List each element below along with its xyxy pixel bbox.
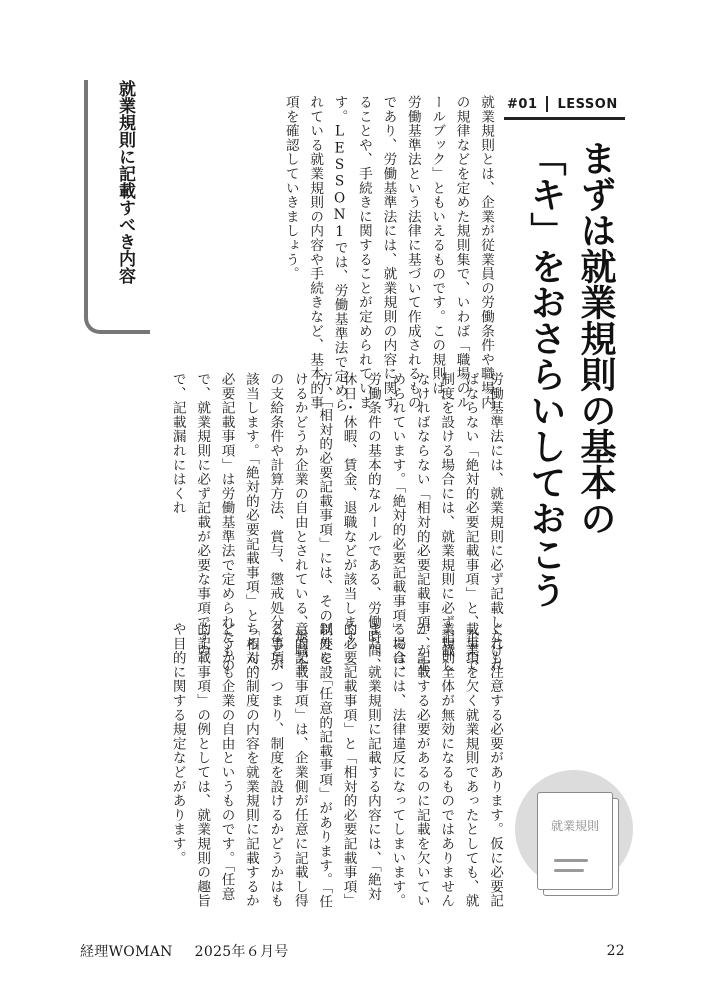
document-label: 就業規則 [550,819,599,833]
body-paragraph-2: ぐれも注意する必要があります。仮に必要記載事項を欠く就業規則であったとしても、就業規則全体が無効になるものではありませんが、記載する必要があるのに記載を欠いている場合には、法律違反になってしまいます。また、就業規則に記載する内容には、「絶対的必要記載事項」と「相対的必要記載事項」以外に、「任意的記載事項」があります。「任意的記載事項」は、企業側が任意に記載し得る事項、つまり、制度を設けるかどうかはもちろん、制度の内容を就業規則に記載するかどうかも企業の自由というものです。「任意的記載事項」の例としては、就業規則の趣旨や目的に関する規定などがあります。 [169,622,503,909]
divider [546,96,548,112]
page-footer [80,940,625,962]
lesson-number: #01 [507,96,538,112]
document-line [554,859,588,862]
magazine-name: 経理WOMAN [80,944,173,960]
document-icon [515,770,635,910]
lesson-word: LESSON [557,96,618,112]
issue-date: 2025年６月号 [194,944,289,960]
section-heading: 就業規則に記載すべき内容 [115,80,135,284]
page-number: 22 [606,943,625,959]
lesson-label [507,93,625,115]
intro-paragraph: 就業規則とは、企業が従業員の労働条件や職場内の規律などを定めた規則集で、いわば「職場のルールブック」ともいえるものです。この規則は、労働基準法という法律に基づいて作成されるものであり、労働基準法には、就業規則の内容に関することや、手続きに関することが定められています。LESSON1では、労働基準法で定められている就業規則の内容や手続きなど、基本的事項を確認していきましょう。 [282,95,494,413]
document-sheet [537,792,613,890]
document-line [554,869,584,872]
header-rule [504,117,625,120]
body-paragraph-1: 労働基準法には、就業規則に必ず記載しなければならない「絶対的必要記載事項」と、企業で制度を設ける場合には、就業規則に必ず記載しなければならない「相対的必要記載事項」が定められています。「絶対的必要記載事項」には、労働条件の基本的なルールである、労働時間、休日・休暇、賃金、退職などが該当します。一方、「相対的必要記載事項」には、その制度を設けるかどうか企業の自由とされている、退職金の支給条件や計算方法、賞与、懲戒処分などが該当します。「絶対的必要記載事項」と「相対的必要記載事項」は労働基準法で定められたもので、就業規則に必ず記載が必要な事項ですので、記載漏れにはくれ [169,372,503,680]
page-title: まずは就業規則の基本の「キ」をおさらいしておこう [525,140,616,608]
